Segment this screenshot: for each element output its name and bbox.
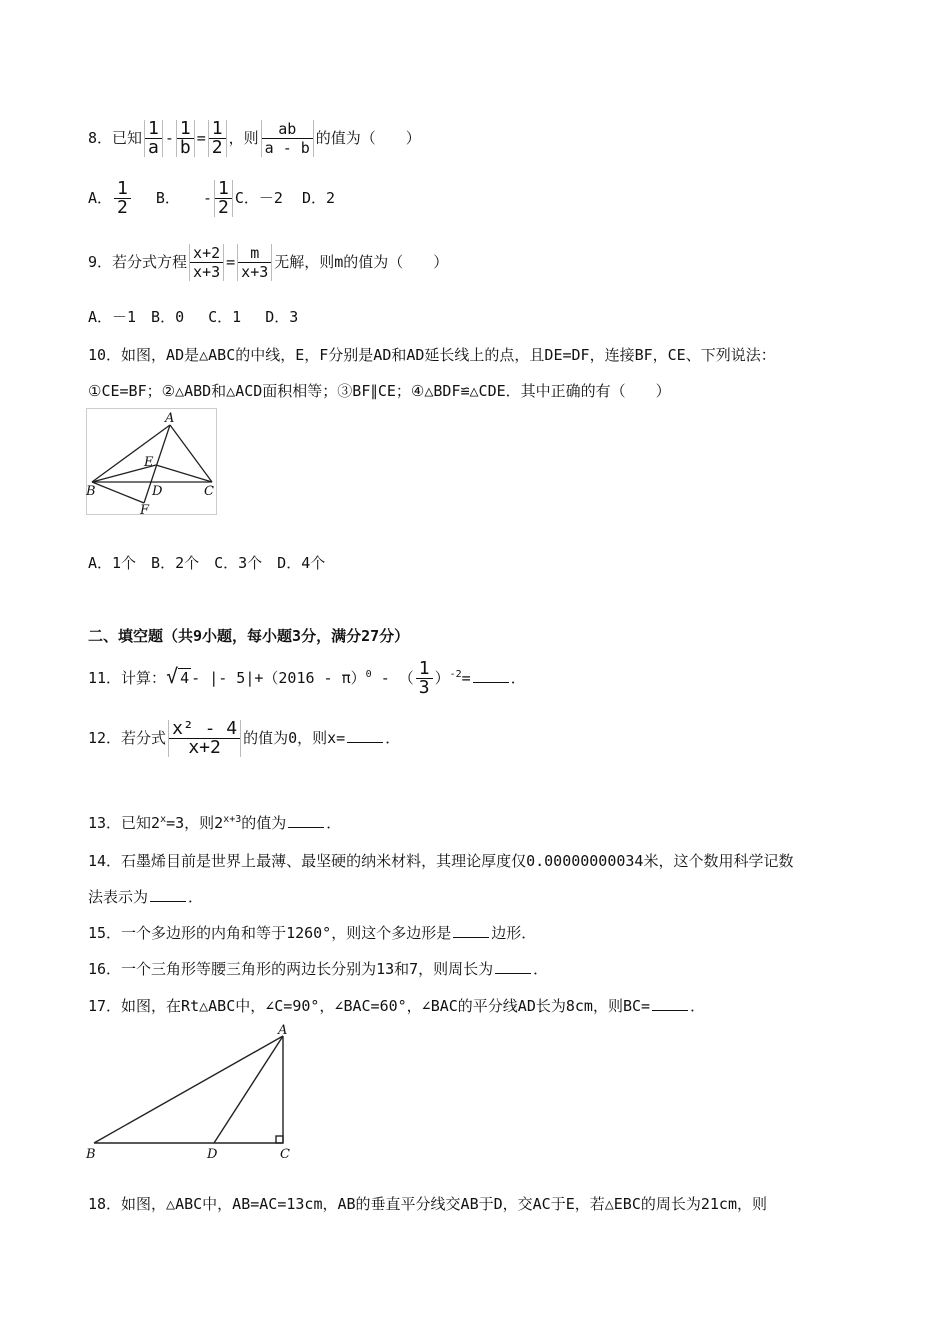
fraction: $\frac{x+2}{x+3}$ xyxy=(189,244,224,281)
question-9: 9．若分式方程 $\frac{x+2}{x+3}$ = $\frac{m}{x+3}$ 无解，则m的值为（ ） xyxy=(88,244,449,281)
label-c: C xyxy=(280,1147,290,1162)
question-16: 16．一个三角形等腰三角形的两边长分别为13和7，则周长为 ． xyxy=(88,960,549,978)
answer-blank xyxy=(495,961,531,974)
question-10-options: A．1个 B．2个 C．3个 D．4个 xyxy=(88,554,326,572)
question-14-line2: 法表示为 ． xyxy=(88,888,204,906)
answer-blank xyxy=(150,889,186,902)
answer-blank xyxy=(453,925,489,938)
question-8: 8．已知 $\frac{1}{a}$ - $\frac{1}{b}$ = $\frac{1}{2}$ ，则 $\frac{ab}{a - b}$ 的值为（ ） xyxy=(88,118,421,158)
triangle-figure-q10 xyxy=(86,408,218,516)
question-17: 17．如图，在Rt△ABC中，∠C=90°，∠BAC=60°，∠BAC的平分线AD长为8cm，则BC= ． xyxy=(88,997,706,1015)
label-a: A xyxy=(278,1023,288,1038)
question-13: 13．已知$2^x=3$，则$2^{x+3}$的值为 ． xyxy=(88,814,342,832)
fraction: $\frac{\text{x² - 4}}{x+2}$ xyxy=(168,720,241,757)
question-12: 12．若分式 $\frac{\text{x² - 4}}{x+2}$ 的值为0，则x= ． xyxy=(88,718,401,758)
question-10-line1: 10．如图，AD是△ABC的中线，E，F分别是AD和AD延长线上的点，且DE=DF，连接BF，CE、下列说法： xyxy=(88,346,776,364)
fraction: $\frac{1}{a}$ xyxy=(144,120,163,157)
question-8-options: A． $\frac{1}{2}$ B． - $\frac{1}{2}$ C．－2 D．2 xyxy=(88,178,335,218)
triangle-figure-q17 xyxy=(84,1018,298,1164)
fraction: $\frac{m}{x+3}$ xyxy=(237,244,272,281)
answer-blank xyxy=(652,998,688,1011)
fraction: $\frac{1}{2}$ xyxy=(208,120,227,157)
answer-blank xyxy=(288,815,324,828)
label-e: E xyxy=(144,455,154,470)
question-18: 18．如图，△ABC中，AB=AC=13cm，AB的垂直平分线交AB于D，交AC于E，若△EBC的周长为21cm，则 xyxy=(88,1195,767,1213)
label-c: C xyxy=(204,484,214,499)
fraction: $\frac{ab}{a - b}$ xyxy=(261,120,314,157)
label-b: B xyxy=(86,484,96,499)
fraction: $\frac{1}{b}$ xyxy=(176,120,195,157)
label-b: B xyxy=(86,1147,96,1162)
question-15: 15．一个多边形的内角和等于1260°，则这个多边形是 边形． xyxy=(88,924,537,942)
fraction: $\frac{1}{2}$ xyxy=(114,180,131,217)
fraction: $\frac{1}{2}$ xyxy=(214,180,233,217)
label-a: A xyxy=(165,411,175,426)
label-d: D xyxy=(152,484,163,499)
section-2-title: 二、填空题（共9小题，每小题3分，满分27分） xyxy=(88,627,410,645)
answer-blank xyxy=(347,730,383,743)
fraction: $\frac{1}{3}$ xyxy=(416,660,433,697)
answer-blank xyxy=(473,670,509,683)
label-f: F xyxy=(140,503,150,516)
question-11: 11．计算：√ 4 - |- 5|+（2016 - π）$^0$ - （ $\frac{1}{3}$ ）$^{-2}$= ． xyxy=(88,658,526,698)
label-d: D xyxy=(207,1147,218,1162)
question-10-line2: ①CE=BF；②△ABD和△ACD面积相等；③BF∥CE；④△BDF≌△CDE．其中正确的有（ ） xyxy=(88,382,671,400)
question-14-line1: 14．石墨烯目前是世界上最薄、最坚硬的纳米材料，其理论厚度仅0.00000000034米，这个数用科学记数 xyxy=(88,852,794,870)
sqrt-sign: √ xyxy=(166,664,179,688)
question-9-options: A．－1 B．0 C．1 D．3 xyxy=(88,308,299,326)
